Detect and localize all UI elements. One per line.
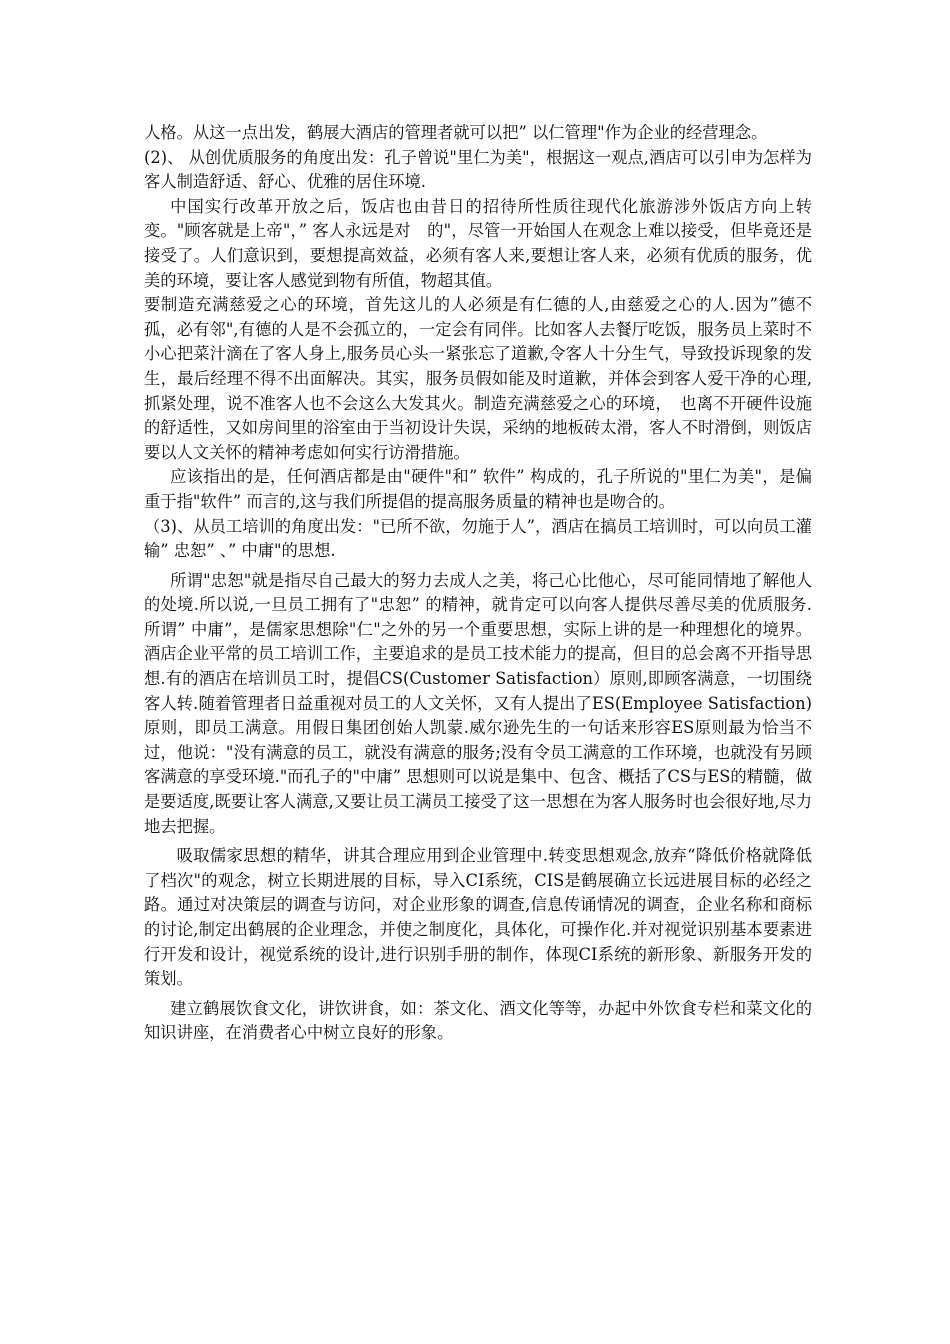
paragraph-5: 应该指出的是，任何酒店都是由"硬件"和” 软件” 构成的，孔子所说的"里仁为美"，是偏重于指"软件” 而言的,这与我们所提倡的提高服务质量的精神也是吻合的。 bbox=[144, 467, 812, 511]
paragraph-4: 要制造充满慈爱之心的环境，首先这儿的人必须是有仁德的人,由慈爱之心的人.因为”德不孤，必有邻",有德的人是不会孤立的，一定会有同伴。比如客人去餐厅吃饭，服务员上菜时不小心把菜汁滴在了客人身上,服务员心头一紧张忘了道歉,令客人十分生气，导致投诉现象的发生，最后经理不得不出面解决。其实，服务员假如能及时道歉，并体会到客人爱干净的心理,抓紧处理，说不准客人也不会这么大发其火。制造充满慈爱之心的环境， 也离不开硬件设施的舒适性，又如房间里的浴室由于当初设计失误，采纳的地板砖太滑，客人不时滑倒，则饭店要以人文关怀的精神考虑如何实行访滑措施。 bbox=[144, 295, 812, 462]
paragraph-2: (2)、 从创优质服务的角度出发：孔子曾说"里仁为美"，根据这一观点,酒店可以引申为怎样为客人制造舒适、舒心、优雅的居住环境. bbox=[144, 147, 812, 192]
document-body bbox=[144, 121, 812, 1046]
paragraph-8: 吸取儒家思想的精华，讲其合理应用到企业管理中.转变思想观念,放弃“降低价格就降低了档次"的观念，树立长期进展的目标，导入CI系统，CIS是鹤展确立长远进展目标的必经之路。通过对决策层的调查与访问，对企业形象的调查,信息传诵情况的调查，企业名称和商标的讨论,制定出鹤展的企业理念，并使之制度化，具体化，可操作化.并对视觉识别基本要素进行开发和设计，视觉系统的设计,进行识别手册的制作，体现CI系统的新形象、新服务开发的策划。 bbox=[144, 846, 812, 989]
paragraph-3: 中国实行改革开放之后，饭店也由昔日的招待所性质往现代化旅游涉外饭店方向上转变。"顾客就是上帝"，” 客人永远是对 的"，尽管一开始国人在观念上难以接受，但毕竟还是接受了。人们意识到，要想提高效益，必须有客人来,要想让客人来，必须有优质的服务，优美的环境，要让客人感觉到物有所值，物超其值。 bbox=[144, 196, 812, 290]
paragraph-1: 人格。从这一点出发，鹤展大酒店的管理者就可以把” 以仁管理"作为企业的经营理念。 bbox=[144, 123, 768, 142]
paragraph-6: （3)、从员工培训的角度出发："已所不欲，勿施于人”，酒店在搞员工培训时，可以向员工灌输” 忠恕” 、” 中庸"的思想. bbox=[144, 516, 812, 561]
paragraph-7: 所谓"忠恕"就是指尽自己最大的努力去成人之美，将己心比他心，尽可能同情地了解他人的处境.所以说,一旦员工拥有了"忠恕” 的精神，就肯定可以向客人提供尽善尽美的优质服务.所谓” 中庸”，是儒家思想除"仁"之外的另一个重要思想，实际上讲的是一种理想化的境界。酒店企业平常的员工培训工作，主要追求的是员工技术能力的提高，但目的总会离不开指导思想.有的酒店在培训员工时，提倡CS(Customer Satisfaction）原则,即顾客满意，一切围绕客人转.随着管理者日益重视对员工的人文关怀，又有人提出了ES(Employee Satisfaction)原则，即员工满意。用假日集团创始人凯蒙.威尔逊先生的一句话来形容ES原则最为恰当不过，他说："没有满意的员工，就没有满意的服务;没有令员工满意的工作环境，也就没有另顾客满意的享受环境."而孔子的"中庸” 思想则可以说是集中、包含、概括了CS与ES的精髓，做是要适度,既要让客人满意,又要让员工满员工接受了这一思想在为客人服务时也会很好地,尽力地去把握。 bbox=[144, 570, 812, 836]
paragraph-9: 建立鹤展饮食文化，讲饮讲食，如：茶文化、酒文化等等，办起中外饮食专栏和菜文化的知识讲座，在消费者心中树立良好的形象。 bbox=[144, 998, 812, 1043]
